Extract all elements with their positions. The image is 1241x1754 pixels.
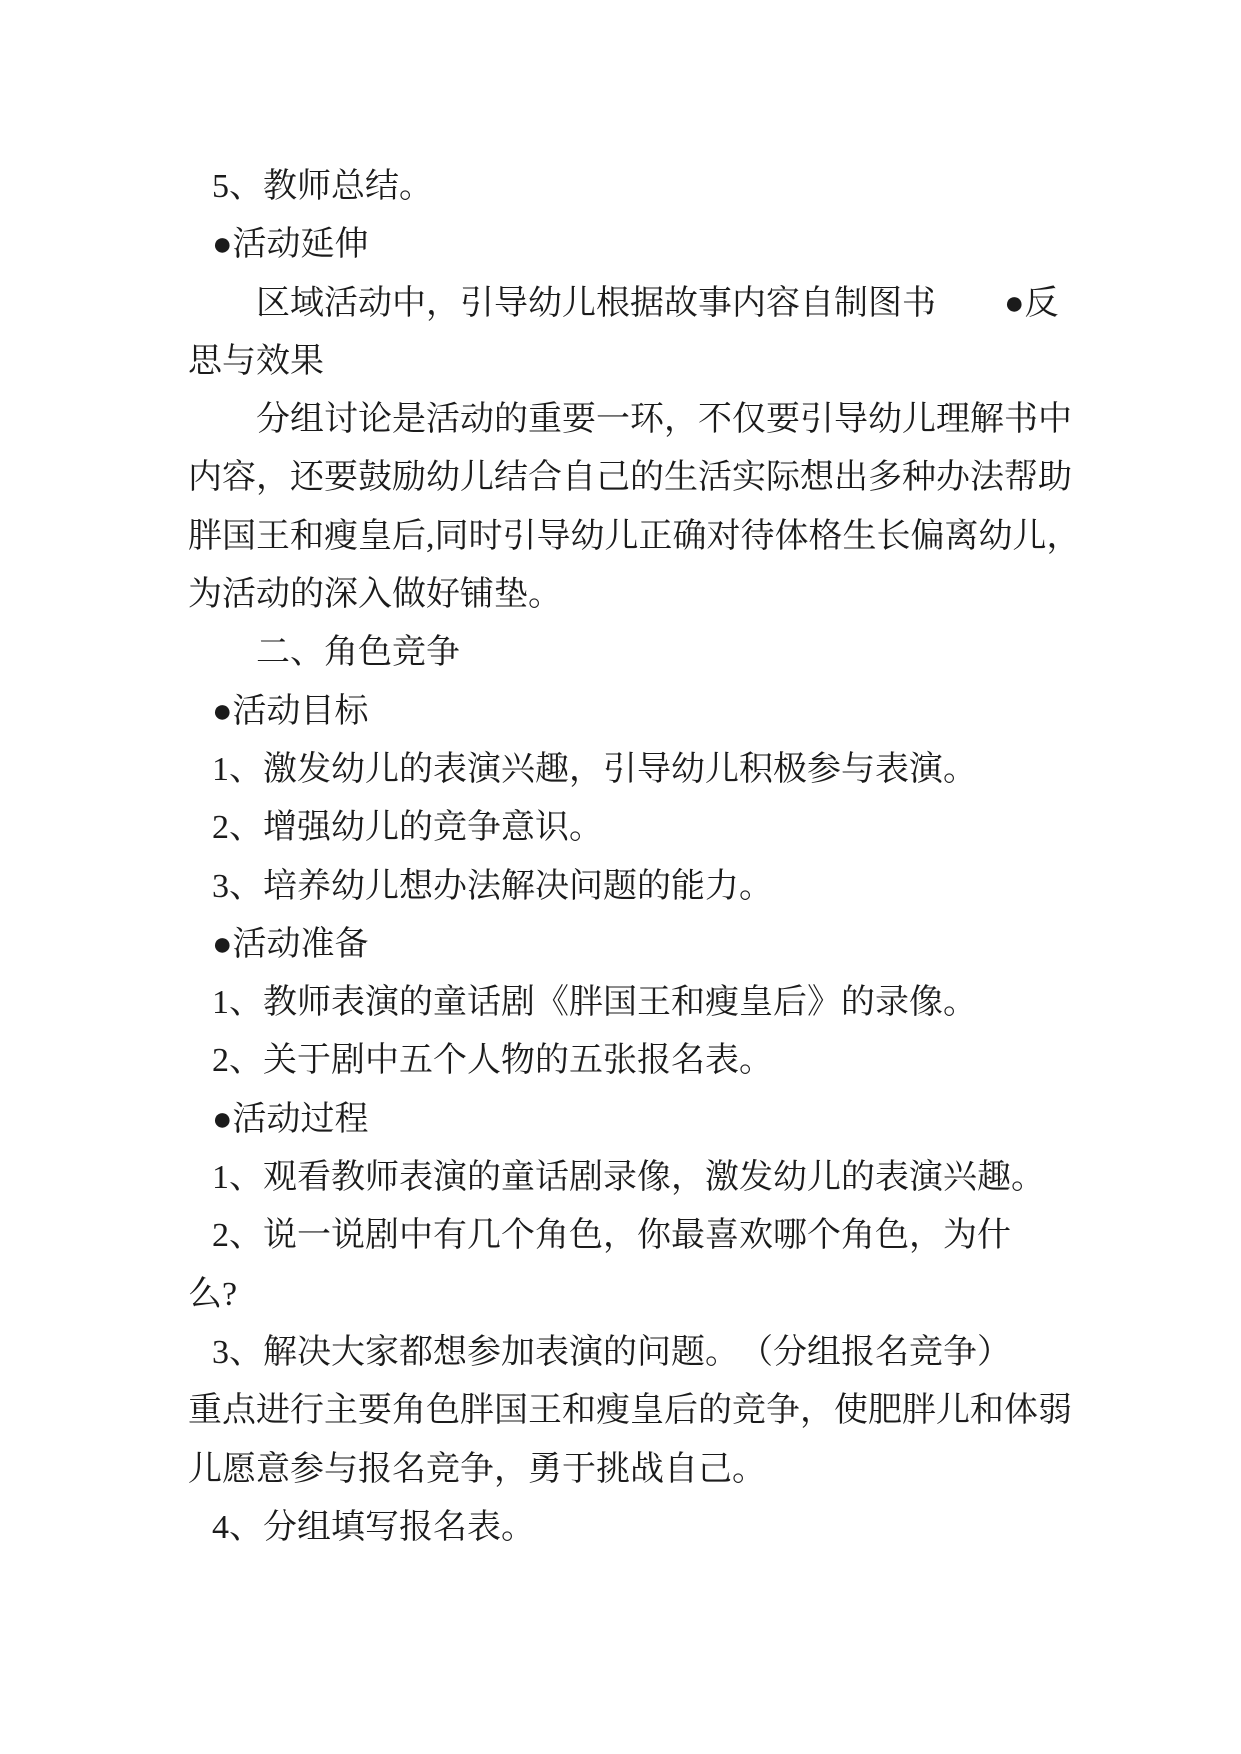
text-line: 为活动的深入做好铺垫。 [188,576,562,614]
text-line: 1、观看教师表演的童话剧录像，激发幼儿的表演兴趣。 [212,1159,1045,1197]
text-line: 3、解决大家都想参加表演的问题。 （分组报名竞争） [212,1333,1011,1371]
text-line: 内容，还要鼓励幼儿结合自己的生活实际想出多种办法帮助 [188,459,1072,497]
text-line: 1、教师表演的童话剧《胖国王和瘦皇后》的录像。 [212,984,977,1022]
text-line: 思与效果 [188,342,324,380]
text-line: ●活动延伸 [212,226,369,264]
text-line: 1、激发幼儿的表演兴趣，引导幼儿积极参与表演。 [212,750,977,788]
text-line: 2、说一说剧中有几个角色，你最喜欢哪个角色，为什 [212,1217,1011,1255]
text-line: 分组讨论是活动的重要一环，不仅要引导幼儿理解书中 [256,401,1072,439]
text-line: 胖国王和瘦皇后,同时引导幼儿正确对待体格生长偏离幼儿， [188,517,1081,555]
text-line: 区域活动中，引导幼儿根据故事内容自制图书 ●反 [256,284,1059,322]
text-line: ●活动准备 [212,925,369,963]
text-line: 二、角色竞争 [256,634,460,672]
text-line: ●活动目标 [212,692,369,730]
text-line: 么? [188,1275,238,1313]
text-line: ●活动过程 [212,1100,369,1138]
text-line: 儿愿意参与报名竞争，勇于挑战自己。 [188,1450,766,1488]
text-line: 重点进行主要角色胖国王和瘦皇后的竞争，使肥胖儿和体弱 [188,1392,1072,1430]
text-line: 2、关于剧中五个人物的五张报名表。 [212,1042,773,1080]
text-line: 2、增强幼儿的竞争意识。 [212,809,603,847]
document-body [188,158,1088,1557]
text-line: 4、分组填写报名表。 [212,1508,535,1546]
text-line: 5、教师总结。 [212,168,433,205]
text-line: 3、培养幼儿想办法解决问题的能力。 [212,867,773,905]
